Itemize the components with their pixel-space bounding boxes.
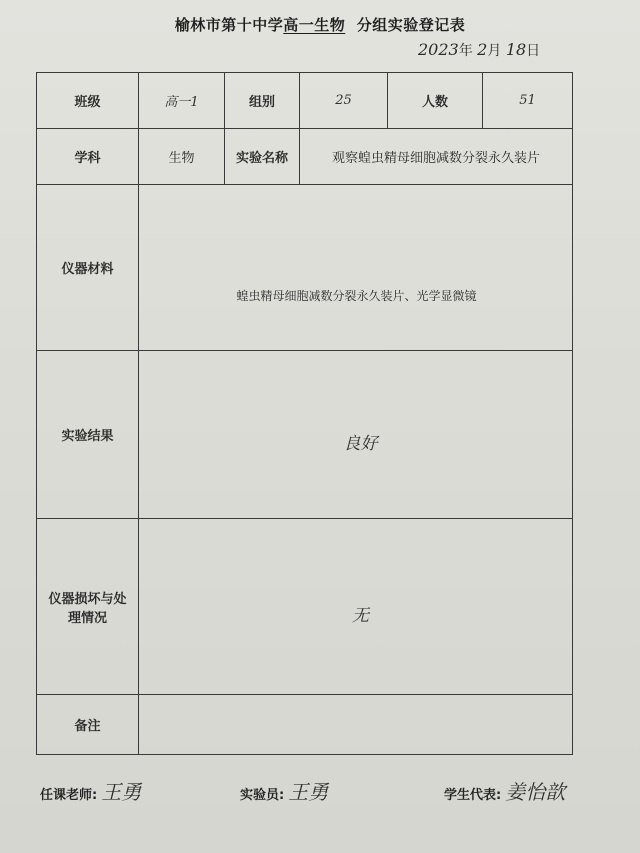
result-cell [139, 351, 573, 519]
form-title [0, 14, 640, 35]
materials-cell [139, 185, 573, 351]
group-value: 25 [300, 73, 388, 129]
materials-label: 仪器材料 [37, 185, 139, 351]
student-rep-signature-block [444, 776, 565, 805]
date-year: 2023 [418, 40, 459, 59]
result-value: 良好 [343, 434, 378, 454]
date-month-unit: 月 [487, 43, 502, 59]
table-row-class-info [37, 73, 573, 129]
remarks-label: 备注 [37, 695, 139, 755]
registration-table [36, 72, 573, 755]
student-rep-signature: 姜怡歆 [505, 780, 566, 804]
people-label: 人数 [388, 73, 483, 129]
date-day: 18 [505, 40, 527, 59]
subject-label: 学科 [37, 129, 139, 185]
damage-label-line2: 理情况 [67, 610, 107, 626]
damage-label-line1: 仪器损坏与处 [48, 591, 127, 607]
people-value: 51 [483, 73, 573, 129]
date-month: 2 [477, 40, 488, 59]
remarks-value [139, 695, 573, 755]
materials-value: 蝗虫精母细胞减数分裂永久装片、光学显微镜 [236, 289, 477, 303]
experiment-name-label: 实验名称 [225, 129, 300, 185]
table-row-materials [37, 185, 573, 351]
table-row-subject [37, 129, 573, 185]
result-label: 实验结果 [37, 351, 139, 519]
damage-value: 无 [352, 606, 369, 626]
teacher-label: 任课老师: [40, 788, 98, 803]
damage-label [37, 519, 139, 695]
table-row-damage [37, 519, 573, 695]
date-year-unit: 年 [458, 43, 473, 59]
title-class-subject: 高一生物 [283, 16, 346, 34]
student-rep-label: 学生代表: [444, 788, 502, 803]
lab-staff-signature-block [240, 776, 328, 805]
class-label: 班级 [37, 73, 139, 129]
teacher-signature: 王勇 [101, 780, 142, 804]
class-value: 高一1 [139, 73, 225, 129]
table-row-result [37, 351, 573, 519]
experiment-name-value: 观察蝗虫精母细胞减数分裂永久装片 [300, 129, 573, 185]
lab-staff-signature: 王勇 [288, 780, 329, 804]
form-date [418, 40, 540, 60]
subject-value: 生物 [139, 129, 225, 185]
group-label: 组别 [225, 73, 300, 129]
lab-staff-label: 实验员: [240, 788, 285, 803]
title-form-name: 分组实验登记表 [356, 16, 466, 34]
table-row-remarks [37, 695, 573, 755]
title-school: 榆林市第十中学 [174, 16, 284, 34]
damage-cell [139, 519, 573, 695]
date-day-unit: 日 [526, 43, 541, 59]
teacher-signature-block [40, 776, 141, 805]
